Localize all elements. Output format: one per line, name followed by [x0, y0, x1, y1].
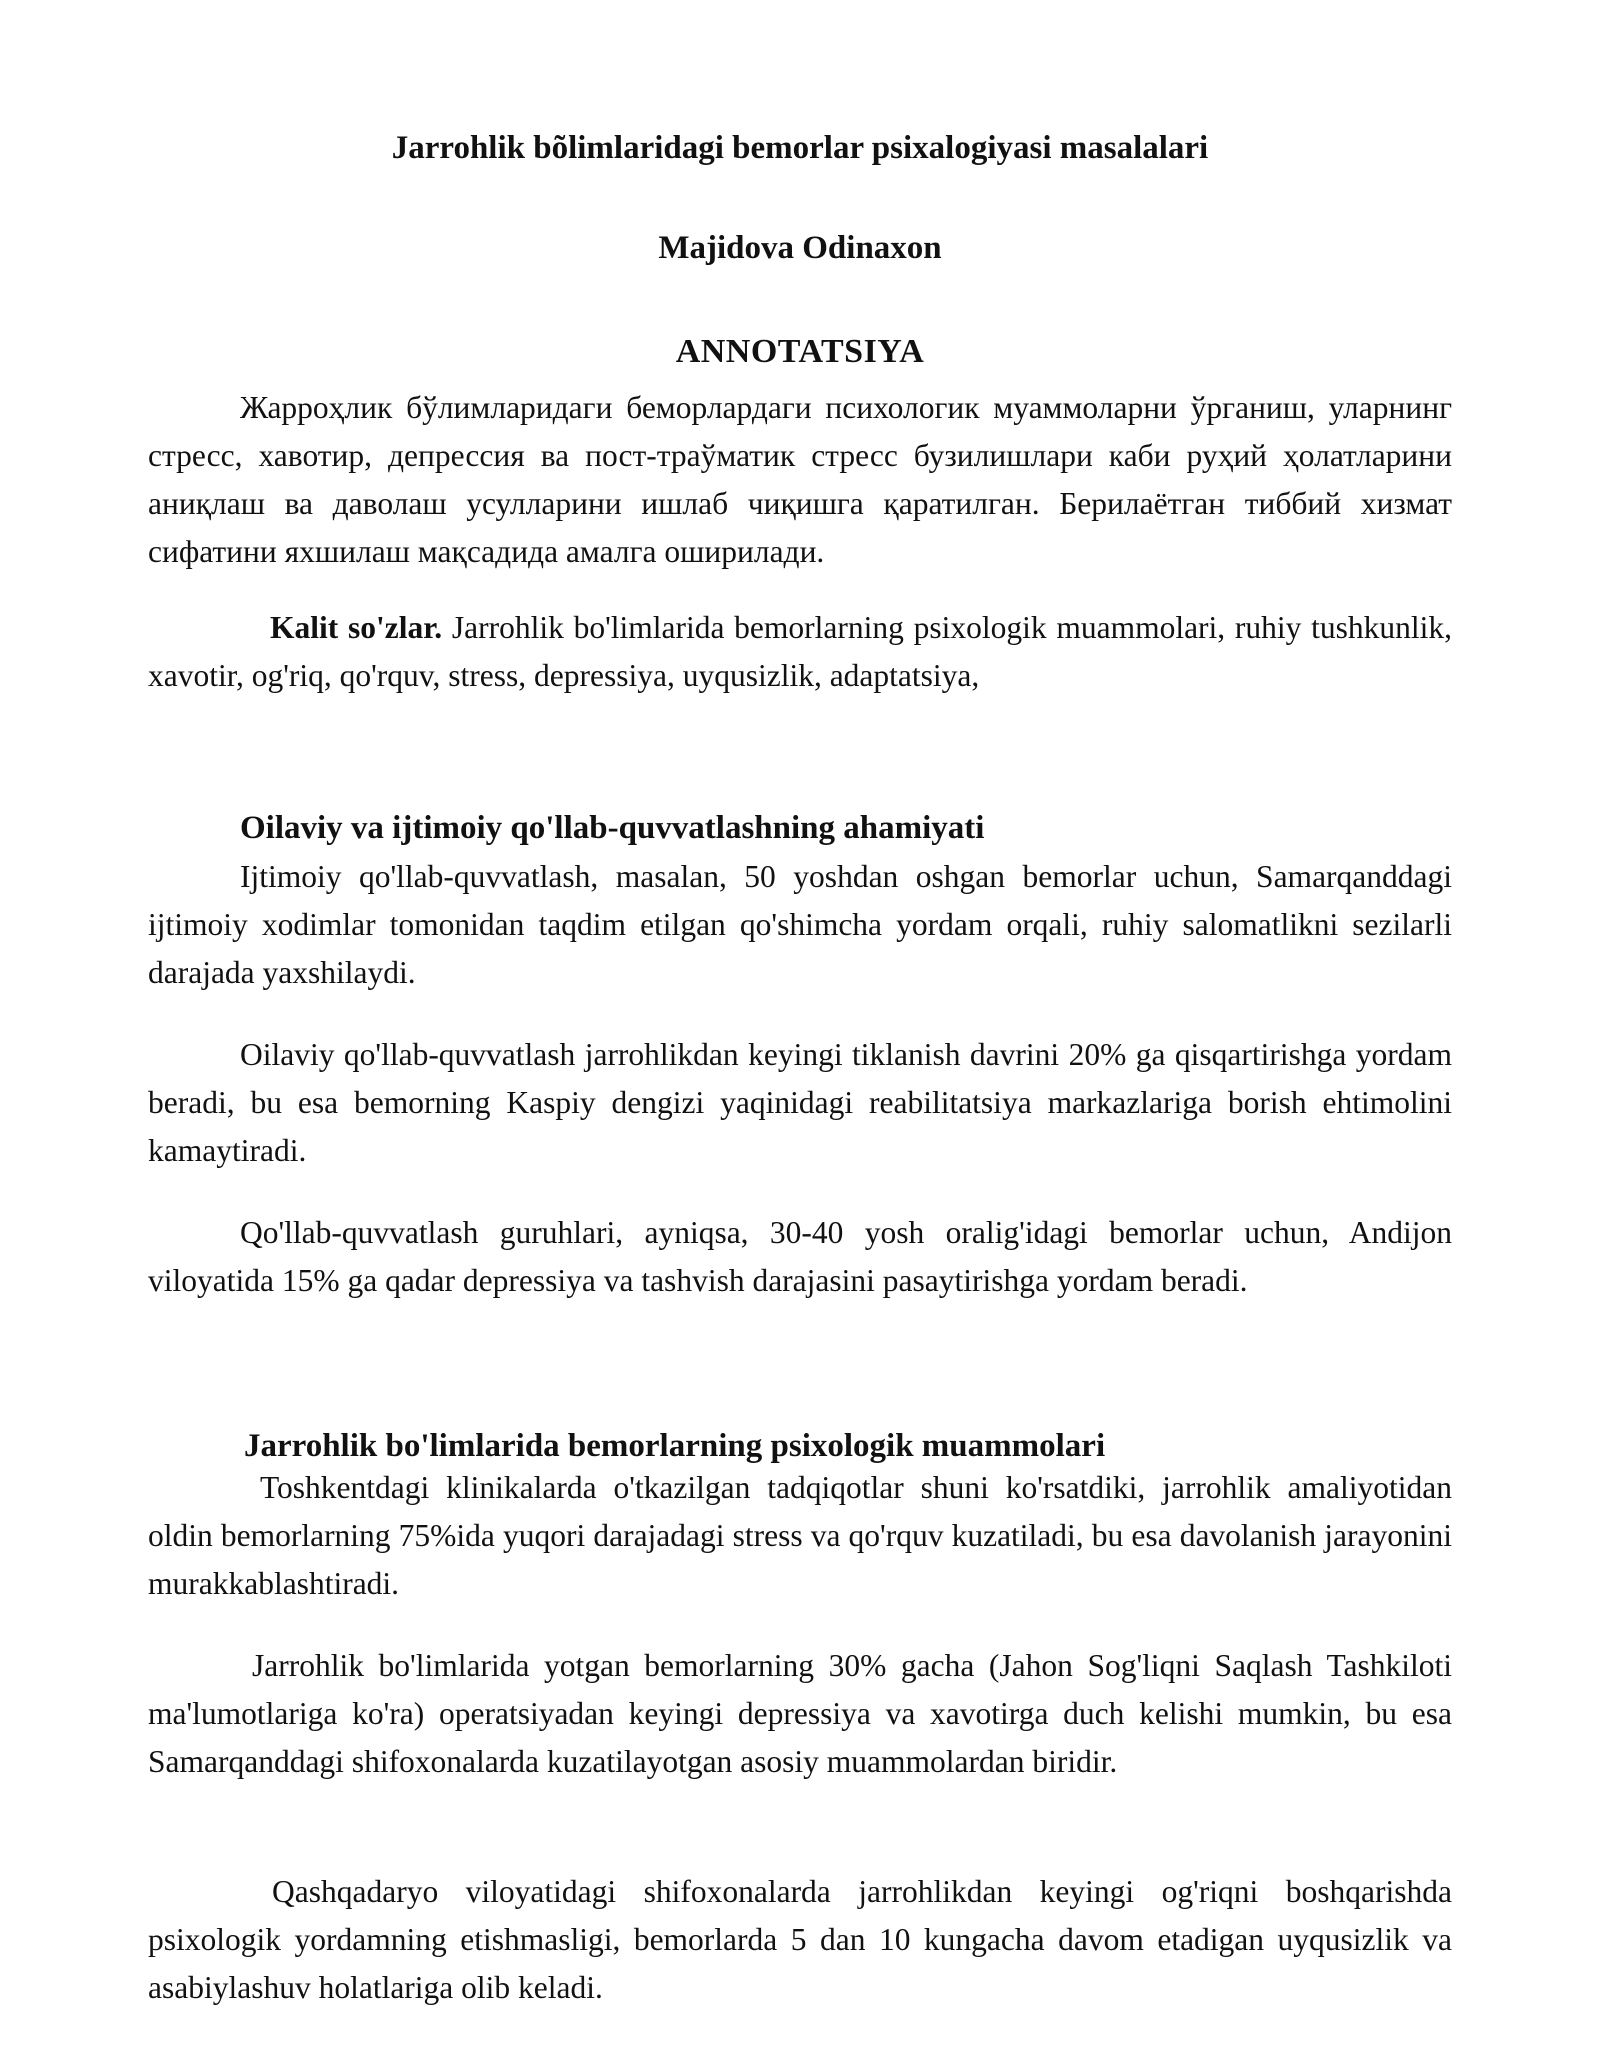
author-name: Majidova Odinaxon	[658, 230, 942, 266]
keywords-text: Jarrohlik bo'limlarida bemorlarning psixologik muammolari, ruhiy tushkunlik, xavotir, og'riq, qo'rquv, stress, depressiya, uyqusizlik, adaptatsiya,	[148, 610, 1452, 693]
annotation-heading: ANNOTATSIYA	[675, 333, 925, 370]
section1-paragraph-2: Oilaviy qo'llab-quvvatlash jarrohlikdan keyingi tiklanish davrini 20% ga qisqartirishga yordam beradi, bu esa bemorning Kaspiy dengizi yaqinidagi reabilitatsiya markazlariga borish ehtimolini kamaytiradi.	[148, 1037, 1452, 1168]
section2-paragraph-2: Jarrohlik bo'limlarida yotgan bemorlarning 30% gacha (Jahon Sog'liqni Saqlash Tashkiloti ma'lumotlariga ko'ra) operatsiyadan keyingi depressiya va xavotirga duch kelishi mumkin, bu esa Samarqanddagi shifoxonalarda kuzatilayotgan asosiy muammolardan biridir.	[148, 1648, 1452, 1779]
document-title: Jarrohlik bõlimlaridagi bemorlar psixalogiyasi masalalari	[391, 130, 1209, 166]
section2-paragraph-3: Qashqadaryo viloyatidagi shifoxonalarda jarrohlikdan keyingi og'riqni boshqarishda psixologik yordamning etishmasligi, bemorlarda 5 dan 10 kungacha davom etadigan uyqusizlik va asabiylashuv holatlariga olib keladi.	[148, 1874, 1452, 2005]
section2-paragraph-1: Toshkentdagi klinikalarda o'tkazilgan tadqiqotlar shuni ko'rsatdiki, jarrohlik amaliyotidan oldin bemorlarning 75%ida yuqori darajadagi stress va qo'rquv kuzatiladi, bu esa davolanish jarayonini murakkablashtiradi.	[148, 1470, 1452, 1601]
annotation-paragraph: Жарроҳлик бўлимларидаги беморлардаги психологик муаммоларни ўрганиш, уларнинг стресс, хавотир, депрессия ва пост-траўматик стресс бузилишлари каби руҳий ҳолатларини аниқлаш ва даволаш усулларини ишлаб чиқишга қаратилган. Берилаётган тиббий хизмат сифатини яхшилаш мақсадида амалга оширилади.	[148, 390, 1452, 569]
keywords-label: Kalit so'zlar.	[270, 610, 443, 645]
section1-paragraph-3: Qo'llab-quvvatlash guruhlari, ayniqsa, 30-40 yosh oralig'idagi bemorlar uchun, Andijon viloyatida 15% ga qadar depressiya va tashvish darajasini pasaytirishga yordam beradi.	[148, 1215, 1452, 1298]
section-heading-psych-problems: Jarrohlik bo'limlarida bemorlarning psixologik muammolari	[244, 1428, 1106, 1464]
section1-paragraph-1: Ijtimoiy qo'llab-quvvatlash, masalan, 50 yoshdan oshgan bemorlar uchun, Samarqanddagi ijtimoiy xodimlar tomonidan taqdim etilgan qo'shimcha yordam orqali, ruhiy salomatlikni sezilarli darajada yaxshilaydi.	[148, 859, 1452, 990]
section-heading-family-support: Oilaviy va ijtimoiy qo'llab-quvvatlashning ahamiyati	[240, 810, 985, 846]
keywords-paragraph	[148, 604, 1452, 700]
